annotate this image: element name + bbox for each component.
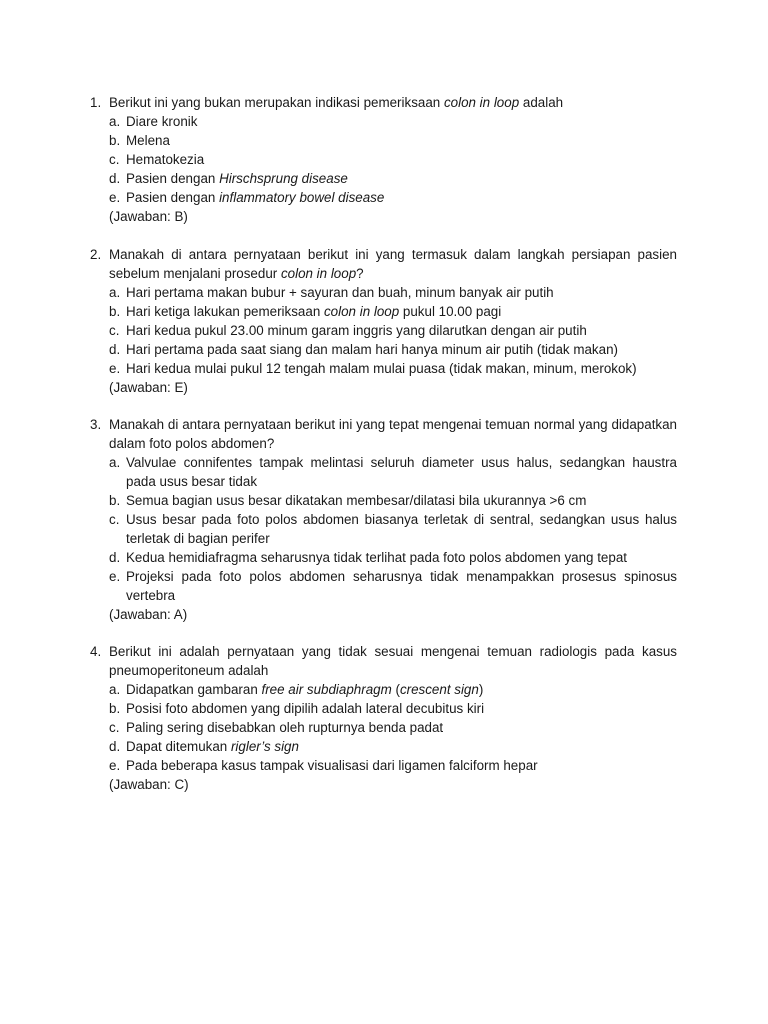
option-e: e. Projeksi pada foto polos abdomen seharusnya tidak menampakkan prosesus spinosus vertebra	[109, 569, 677, 603]
option-a: a. Diare kronik	[109, 114, 198, 129]
option-b: b. Melena	[109, 133, 170, 148]
option-c: c. Hematokezia	[109, 152, 205, 167]
option-e: e. Pasien dengan inflammatory bowel disease	[109, 190, 385, 205]
option-c: c. Paling sering disebabkan oleh rupturnya benda padat	[109, 720, 444, 735]
option-c: c. Usus besar pada foto polos abdomen biasanya terletak di sentral, sedangkan usus halus terletak di bagian perifer	[109, 512, 677, 546]
option-d: d. Hari pertama pada saat siang dan malam hari hanya minum air putih (tidak makan)	[109, 342, 618, 357]
answer-key: (Jawaban: E)	[109, 380, 188, 395]
question-4	[90, 642, 677, 794]
option-b: b. Semua bagian usus besar dikatakan membesar/dilatasi bila ukurannya >6 cm	[109, 493, 587, 508]
question-2	[90, 245, 677, 397]
option-b: b. Posisi foto abdomen yang dipilih adalah lateral decubitus kiri	[109, 701, 485, 716]
option-c: c. Hari kedua pukul 23.00 minum garam inggris yang dilarutkan dengan air putih	[109, 323, 587, 338]
answer-key: (Jawaban: A)	[109, 607, 188, 622]
option-a: a. Didapatkan gambaran free air subdiaphragm (crescent sign)	[109, 682, 484, 697]
question-stem: Berikut ini adalah pernyataan yang tidak sesuai mengenai temuan radiologis pada kasus pneumoperitoneum adalah	[109, 644, 677, 678]
question-1	[90, 93, 677, 226]
option-d: d. Kedua hemidiafragma seharusnya tidak terlihat pada foto polos abdomen yang tepat	[109, 550, 627, 565]
answer-key: (Jawaban: C)	[109, 777, 189, 792]
question-number: 4.	[90, 644, 102, 659]
option-d: d. Pasien dengan Hirschsprung disease	[109, 171, 348, 186]
question-number: 1.	[90, 95, 102, 110]
question-stem: Manakah di antara pernyataan berikut ini yang termasuk dalam langkah persiapan pasien sebelum menjalani prosedur colon in loop?	[109, 247, 677, 281]
question-number: 3.	[90, 417, 102, 432]
option-a: a. Hari pertama makan bubur + sayuran dan buah, minum banyak air putih	[109, 285, 554, 300]
question-stem: Manakah di antara pernyataan berikut ini yang tepat mengenai temuan normal yang didapatkan dalam foto polos abdomen?	[109, 417, 677, 451]
option-d: d. Dapat ditemukan rigler’s sign	[109, 739, 299, 754]
option-e: e. Hari kedua mulai pukul 12 tengah malam mulai puasa (tidak makan, minum, merokok)	[109, 361, 637, 376]
question-stem: Berikut ini yang bukan merupakan indikasi pemeriksaan colon in loop adalah	[109, 95, 564, 110]
question-number: 2.	[90, 247, 102, 262]
question-3	[90, 415, 677, 624]
option-a: a. Valvulae connifentes tampak melintasi seluruh diameter usus halus, sedangkan haustra pada usus besar tidak	[109, 455, 677, 489]
answer-key: (Jawaban: B)	[109, 209, 188, 224]
option-e: e. Pada beberapa kasus tampak visualisasi dari ligamen falciform hepar	[109, 758, 538, 773]
option-b: b. Hari ketiga lakukan pemeriksaan colon in loop pukul 10.00 pagi	[109, 304, 502, 319]
